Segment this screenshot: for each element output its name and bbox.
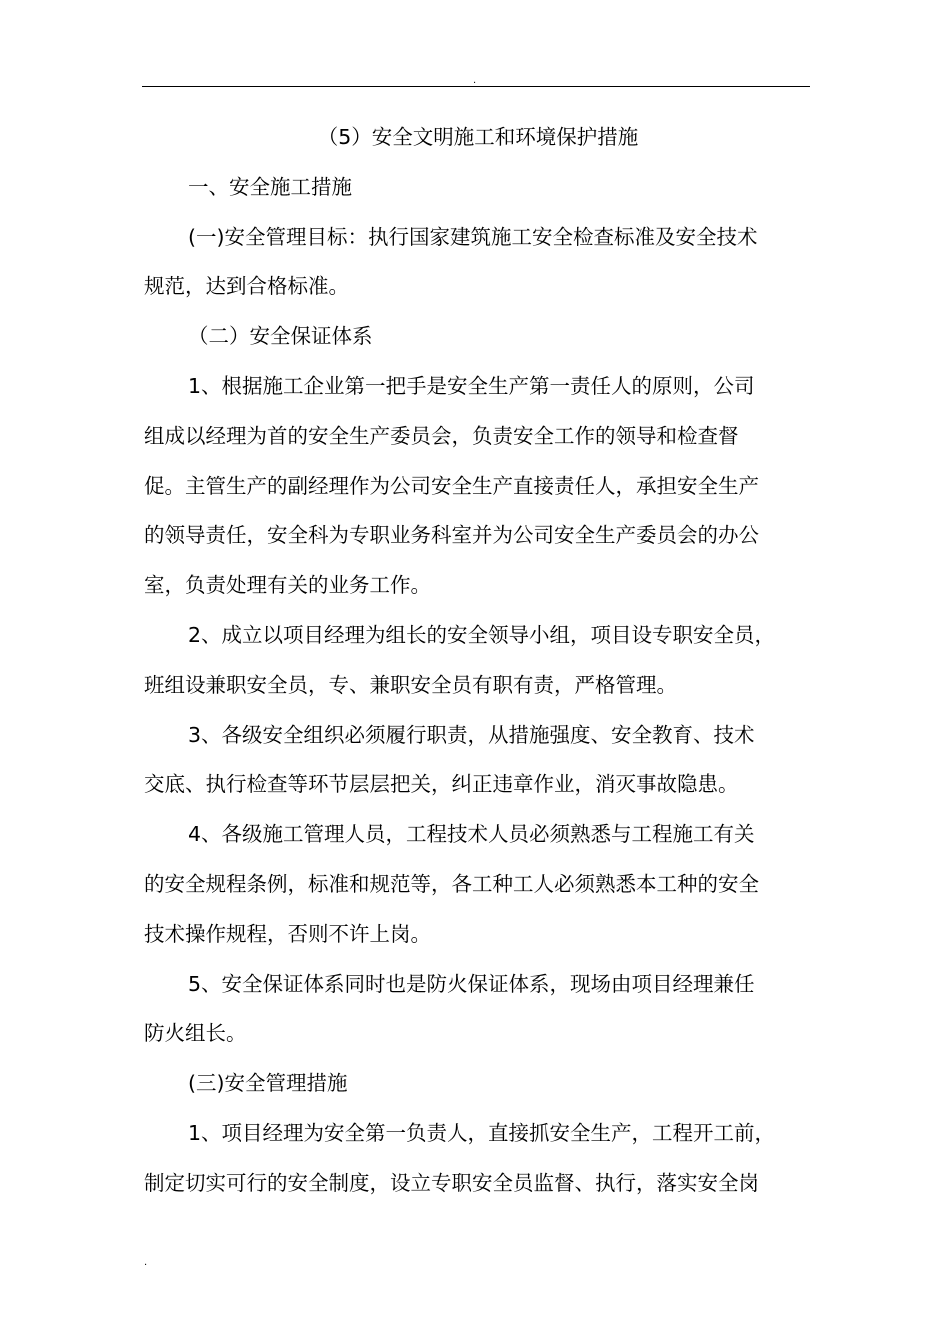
- subsection-heading: (三)安全管理措施: [188, 1071, 348, 1096]
- header-divider: [142, 86, 810, 87]
- paragraph-line: 3、各级安全组织必须履行职责，从措施强度、安全教育、技术: [188, 722, 755, 747]
- paragraph-line: 制定切实可行的安全制度，设立专职安全员监督、执行，落实安全岗: [144, 1170, 759, 1195]
- paragraph-line: 5、安全保证体系同时也是防火保证体系，现场由项目经理兼任: [188, 971, 755, 996]
- section-heading: 一、安全施工措施: [188, 174, 352, 199]
- paragraph-line: 的安全规程条例，标准和规范等，各工种工人必须熟悉本工种的安全: [144, 871, 759, 896]
- paragraph-line: 促。主管生产的副经理作为公司安全生产直接责任人，承担安全生产: [144, 473, 759, 498]
- paragraph-line: 的领导责任，安全科为专职业务科室并为公司安全生产委员会的办公: [144, 523, 759, 548]
- footer-mark: .: [144, 1257, 148, 1268]
- paragraph-line: 2、成立以项目经理为组长的安全领导小组，项目设专职安全员，: [188, 622, 776, 647]
- paragraph-line: 1、根据施工企业第一把手是安全生产第一责任人的原则，公司: [188, 373, 755, 398]
- paragraph-line: 1、项目经理为安全第一负责人，直接抓安全生产，工程开工前，: [188, 1120, 776, 1145]
- paragraph-line: 交底、执行检查等环节层层把关，纠正违章作业，消灭事故隐患。: [144, 772, 739, 797]
- document-title: （5）安全文明施工和环境保护措施: [317, 125, 639, 149]
- document-body: [144, 113, 812, 1209]
- paragraph-line: 防火组长。: [144, 1021, 247, 1046]
- paragraph-line: 班组设兼职安全员，专、兼职安全员有职有责，严格管理。: [144, 672, 677, 697]
- paragraph-line: 技术操作规程，否则不许上岗。: [144, 921, 431, 946]
- paragraph-line: 4、各级施工管理人员，工程技术人员必须熟悉与工程施工有关: [188, 822, 755, 847]
- header-mark: .: [473, 75, 477, 86]
- paragraph-line: (一)安全管理目标：执行国家建筑施工安全检查标准及安全技术: [188, 224, 758, 249]
- paragraph-line: 组成以经理为首的安全生产委员会，负责安全工作的领导和检查督: [144, 423, 739, 448]
- subsection-heading: （二）安全保证体系: [188, 324, 373, 349]
- paragraph-line: 室，负责处理有关的业务工作。: [144, 573, 431, 598]
- paragraph-line: 规范，达到合格标准。: [144, 274, 349, 299]
